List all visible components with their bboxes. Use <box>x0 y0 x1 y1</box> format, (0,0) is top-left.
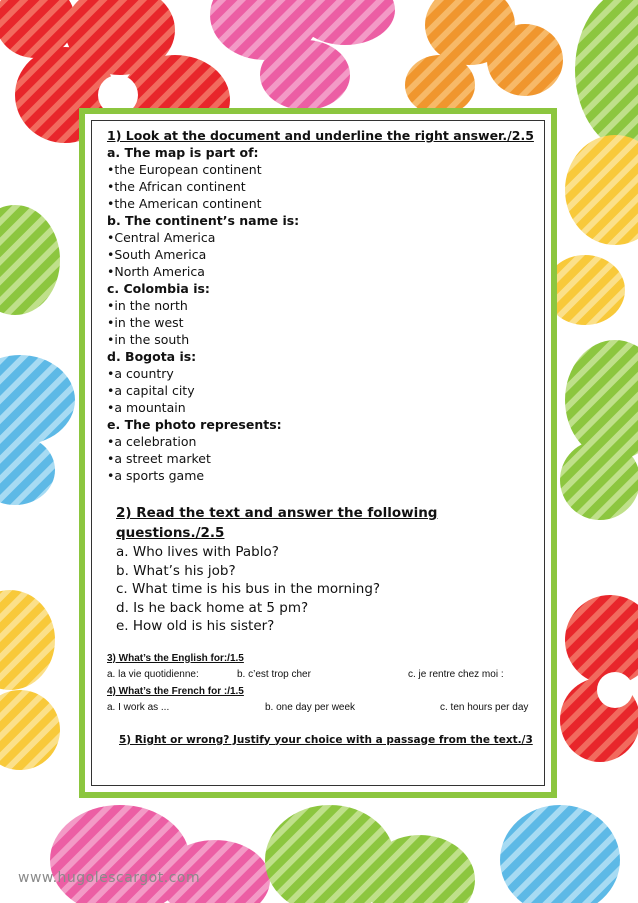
vocab-item: a. I work as ... <box>107 701 170 713</box>
pink-flower-bottom <box>50 805 270 903</box>
question-item: d. Is he back home at 5 pm? <box>116 599 309 616</box>
question-d: d. Bogota is: <box>107 349 197 364</box>
question-a: a. The map is part of: <box>107 145 259 160</box>
section-2 <box>107 503 537 636</box>
option: •a celebration <box>107 434 197 449</box>
blue-flower-left <box>0 355 75 505</box>
option: •Central America <box>107 230 216 245</box>
orange-flower <box>405 0 563 115</box>
option: •North America <box>107 264 205 279</box>
worksheet-card <box>79 108 557 798</box>
section-4-title: 4) What’s the French for :/1.5 <box>107 685 244 697</box>
vocab-item: c. ten hours per day <box>440 701 529 713</box>
green-flower-left <box>0 205 60 315</box>
question-item: a. Who lives with Pablo? <box>116 544 279 560</box>
question-e: e. The photo represents: <box>107 417 282 432</box>
vocab-item: b. c’est trop cher <box>237 668 311 680</box>
option: •in the north <box>107 298 188 313</box>
option: •in the west <box>107 315 184 330</box>
option: •a street market <box>107 451 211 466</box>
option: •a capital city <box>107 383 195 398</box>
worksheet-content <box>107 127 537 746</box>
section-3-title: 3) What’s the English for:/1.5 <box>107 652 244 664</box>
question-item: c. What time is his bus in the morning? <box>116 581 381 597</box>
section-2-title: 2) Read the text and answer the following questions./2.5 <box>116 505 438 541</box>
section-1 <box>107 127 537 484</box>
website-watermark: www.hugolescargot.com <box>18 870 201 886</box>
question-item: b. What’s his job? <box>116 562 236 579</box>
option: •South America <box>107 247 207 262</box>
section-5-title: 5) Right or wrong? Justify your choice with a passage from the text./3 <box>119 733 533 746</box>
option: •a country <box>107 366 174 381</box>
green-flower-bottom <box>265 805 475 903</box>
question-b: b. The continent’s name is: <box>107 213 300 228</box>
option: •the American continent <box>107 196 262 211</box>
yellow-flower-right <box>545 135 638 325</box>
option: •a mountain <box>107 400 186 415</box>
vocab-item: c. je rentre chez moi : <box>408 668 504 680</box>
green-flower-top-right <box>575 0 638 155</box>
section-3-4 <box>107 651 537 717</box>
vocab-item: b. one day per week <box>265 701 356 713</box>
option: •a sports game <box>107 468 205 483</box>
option: •the European continent <box>107 162 262 177</box>
option: •in the south <box>107 332 190 347</box>
yellow-flower-left <box>0 590 60 770</box>
pink-flower <box>210 0 395 110</box>
vocab-item: a. la vie quotidienne: <box>107 668 199 680</box>
section-3-row <box>107 667 537 684</box>
section-4-row <box>107 700 537 717</box>
green-flower-right <box>560 340 638 520</box>
blue-flower-bottom <box>500 805 620 903</box>
section-1-title: 1) Look at the document and underline the right answer./2.5 <box>107 128 534 143</box>
option: •the African continent <box>107 179 246 194</box>
question-item: e. How old is his sister? <box>116 618 275 634</box>
question-c: c. Colombia is: <box>107 281 210 296</box>
